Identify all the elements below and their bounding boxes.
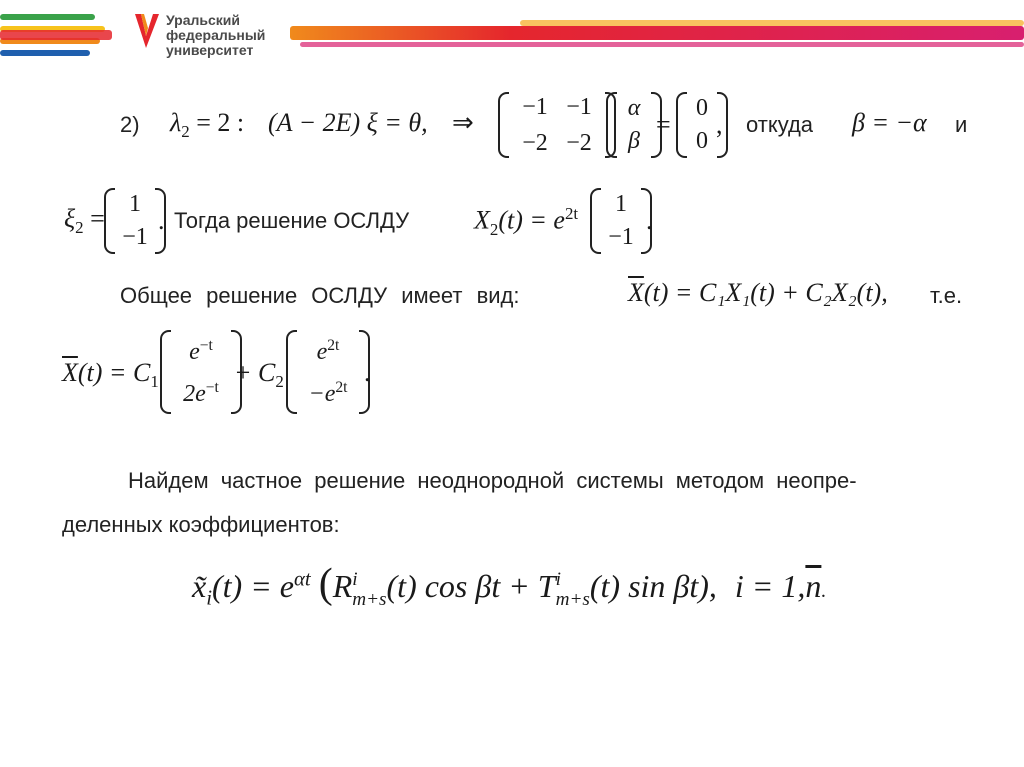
c1-vector: $e^{-t}$ $2e^{-t}$ <box>160 330 242 414</box>
comma: , <box>716 110 723 139</box>
eigen-equation: (A − 2E) ξ = θ, <box>268 108 428 137</box>
stripe-magenta-bottom <box>300 42 1024 47</box>
equals-sign: = <box>656 110 671 139</box>
dot: . <box>158 206 165 235</box>
implies-arrow: ⇒ <box>452 108 474 137</box>
stripe-red-main <box>290 26 1024 40</box>
beta-equation: β = −α <box>852 108 927 137</box>
stripe-blue <box>0 50 90 56</box>
x-general-lhs: $\overline{X}(t) = C_1$ <box>62 358 159 392</box>
vector-alpha-beta: α β <box>606 92 662 158</box>
x2-solution: $X_2(t) = e^{2t}$ <box>474 204 579 239</box>
paragraph-line-2: деленных коэффициентов: <box>62 512 340 537</box>
university-logo-icon <box>132 10 162 52</box>
university-name: Уральский федеральный университет <box>166 12 266 58</box>
c2-vector: $e^{2t}$ $-e^{2t}$ <box>286 330 370 414</box>
word-i: и <box>955 112 968 137</box>
eigenvalue: $\lambda_2 = 2$ : <box>170 108 245 142</box>
end-dot: . <box>646 206 653 235</box>
stripe-green <box>0 14 95 20</box>
te-abbrev: т.е. <box>930 283 963 308</box>
end-dot-2: . <box>364 358 371 387</box>
stripe-red-left <box>0 30 112 40</box>
paragraph-line-1: Найдем частное решение неоднородной системы методом неопре- <box>128 468 857 493</box>
x2-vector: 1 −1 <box>590 188 652 254</box>
xi2-label: $\xi_2$ = <box>64 204 105 238</box>
general-solution-formula: $\overline{X}(t) = C_1X_1(t) + C_2X_2(t)$, <box>628 278 888 307</box>
step-number: 2) <box>120 112 140 137</box>
word-otkuda: откуда <box>746 112 814 137</box>
matrix-a: −1 −1 −2 −2 <box>498 92 616 158</box>
plus-c2: + $C_2$ <box>234 358 284 392</box>
general-solution-text: Общее решение ОСЛДУ имеет вид: <box>120 283 520 308</box>
xi2-vector: 1 −1 <box>104 188 166 254</box>
stripe-orange-top <box>520 20 1024 26</box>
zero-vector: 0 0 <box>676 92 728 158</box>
then-solution-text: Тогда решение ОСЛДУ <box>174 208 410 233</box>
particular-solution-formula: $x̃_i(t) = e^{\alpha t}$ (R i m+s (t) cos βt + T i m+s (t) sin βt), $i = 1,\overline{n}$. <box>192 561 827 610</box>
